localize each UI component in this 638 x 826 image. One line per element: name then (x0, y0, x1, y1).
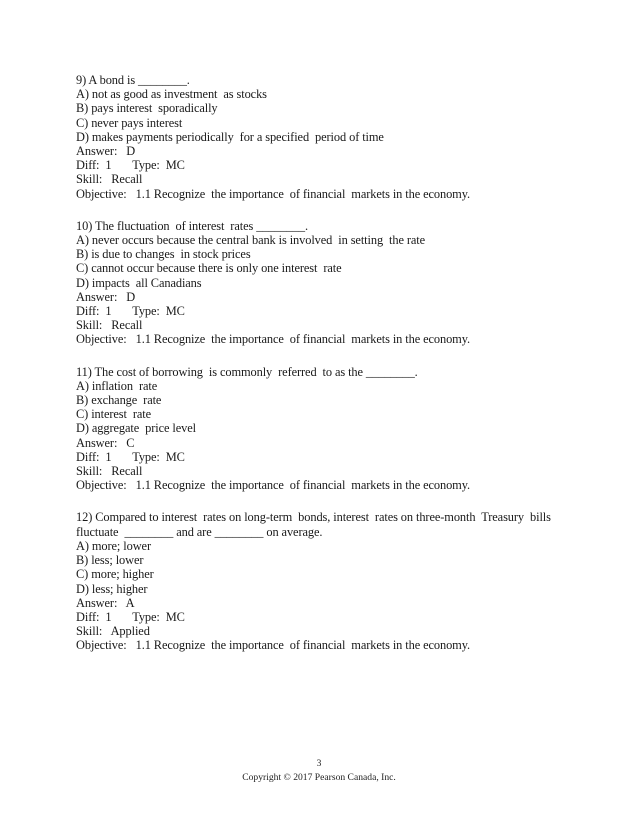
option-b: B) exchange rate (76, 393, 162, 408)
skill: Skill: Recall (76, 172, 143, 187)
option-d: D) less; higher (76, 581, 148, 596)
option-a: A) never occurs because the central bank is involved in setting the rate (76, 233, 426, 248)
option-d: D) impacts all Canadians (76, 275, 202, 290)
option-b: B) is due to changes in stock prices (76, 247, 251, 262)
copyright-notice: Copyright © 2017 Pearson Canada, Inc. (242, 772, 396, 783)
question-11 (76, 365, 578, 493)
difficulty-type: Diff: 1 Type: MC (76, 609, 185, 624)
option-d: D) aggregate price level (76, 421, 196, 436)
page-footer (0, 757, 638, 785)
objective: Objective: 1.1 Recognize the importance of financial markets in the economy. (76, 332, 470, 347)
option-d: D) makes payments periodically for a specified period of time (76, 129, 384, 144)
option-c: C) more; higher (76, 567, 154, 582)
question-stem: 9) A bond is ________. (76, 73, 190, 87)
answer: Answer: D (76, 144, 136, 159)
answer: Answer: A (76, 595, 135, 610)
question-stem-continued: fluctuate ________ and are ________ on average. (76, 524, 323, 539)
answer: Answer: C (76, 435, 135, 450)
objective: Objective: 1.1 Recognize the importance of financial markets in the economy. (76, 638, 470, 653)
question-stem: 12) Compared to interest rates on long-term bonds, interest rates on three-month Treasury bills (76, 510, 551, 525)
option-a: A) not as good as investment as stocks (76, 87, 267, 102)
option-c: C) interest rate (76, 407, 152, 422)
difficulty-type: Diff: 1 Type: MC (76, 304, 185, 319)
option-a: A) inflation rate (76, 378, 158, 393)
question-stem: 11) The cost of borrowing is commonly referred to as the ________. (76, 364, 418, 379)
question-10 (76, 219, 578, 347)
option-a: A) more; lower (76, 538, 151, 553)
difficulty-type: Diff: 1 Type: MC (76, 158, 185, 173)
answer: Answer: D (76, 289, 136, 304)
skill: Skill: Recall (76, 318, 143, 333)
page-number: 3 (316, 758, 322, 769)
question-12 (76, 510, 578, 652)
option-c: C) never pays interest (76, 115, 183, 130)
objective: Objective: 1.1 Recognize the importance of financial markets in the economy. (76, 186, 470, 201)
skill: Skill: Recall (76, 464, 143, 479)
objective: Objective: 1.1 Recognize the importance of financial markets in the economy. (76, 478, 470, 493)
option-c: C) cannot occur because there is only one interest rate (76, 261, 342, 276)
skill: Skill: Applied (76, 624, 150, 639)
option-b: B) pays interest sporadically (76, 101, 218, 116)
question-stem: 10) The fluctuation of interest rates ________. (76, 218, 308, 233)
option-b: B) less; lower (76, 553, 144, 568)
question-9 (76, 73, 578, 201)
difficulty-type: Diff: 1 Type: MC (76, 449, 185, 464)
